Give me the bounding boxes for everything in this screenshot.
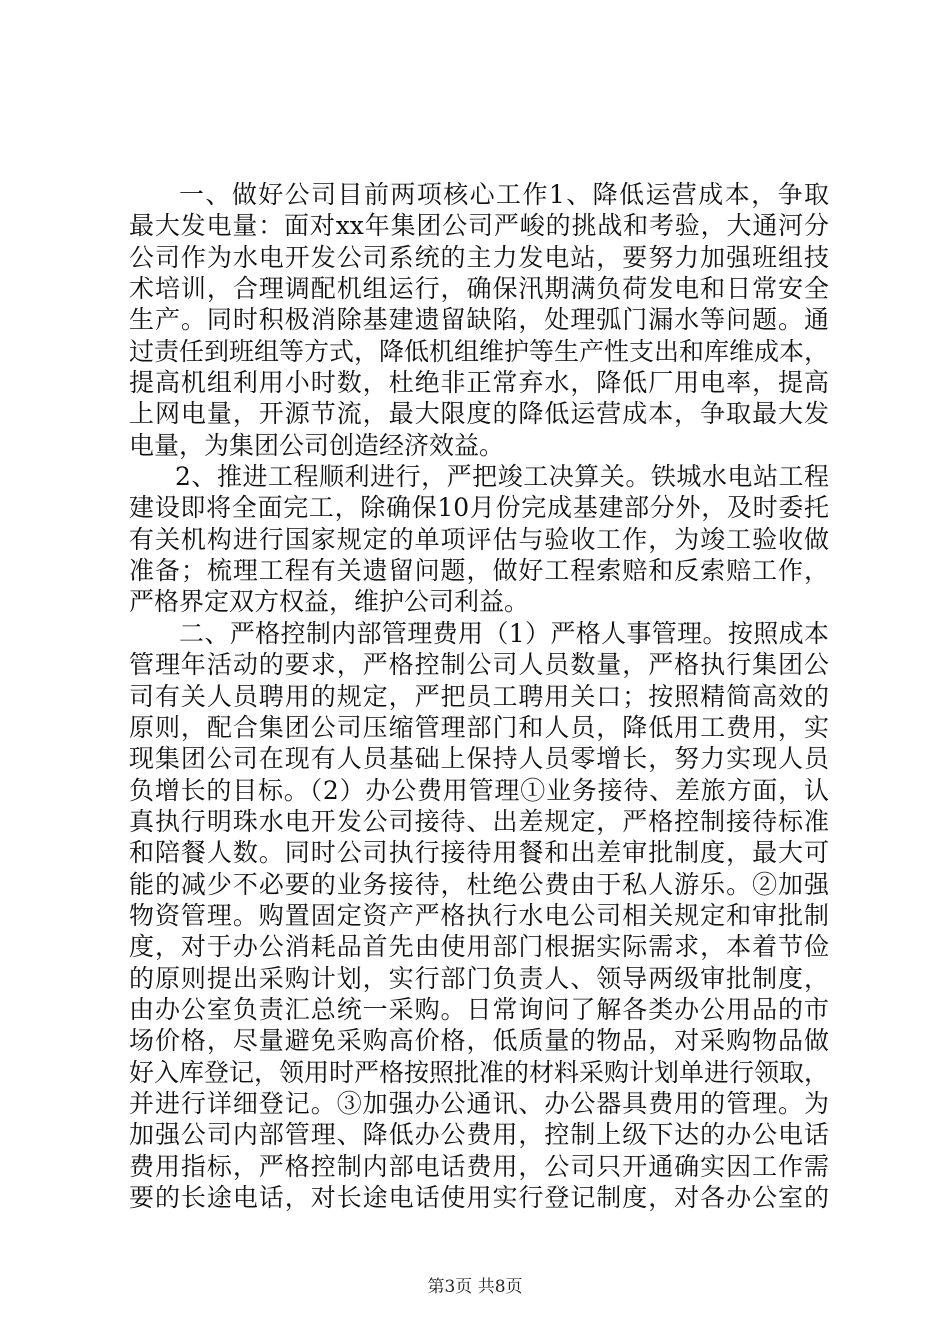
paragraph-line: 准备；梳理工程有关遗留问题，做好工程索赔和反索赔工作， xyxy=(129,556,829,586)
paragraph-line: 2、推进工程顺利进行，严把竣工决算关。铁城水电站工程 xyxy=(175,462,829,492)
paragraph-line: 司有关人员聘用的规定，严把员工聘用关口；按照精简高效的 xyxy=(129,681,829,711)
paragraph-line: 最大发电量：面对xx年集团公司严峻的挑战和考验，大通河分 xyxy=(129,211,829,241)
paragraph-line: 和陪餐人数。同时公司执行接待用餐和出差审批制度，最大可 xyxy=(129,838,829,868)
paragraph-line: 费用指标，严格控制内部电话费用，公司只开通确实因工作需 xyxy=(129,1151,829,1181)
paragraph-line: 现集团公司在现有人员基础上保持人员零增长，努力实现人员 xyxy=(129,744,829,774)
paragraph-line: 提高机组利用小时数，杜绝非正常弃水，降低厂用电率，提高 xyxy=(129,368,829,398)
paragraph-line: 建设即将全面完工，除确保10月份完成基建部分外，及时委托 xyxy=(129,493,829,523)
document-body xyxy=(129,179,829,1213)
paragraph-line: 过责任到班组等方式，降低机组维护等生产性支出和库维成本， xyxy=(129,336,829,366)
paragraph-line: 管理年活动的要求，严格控制公司人员数量，严格执行集团公 xyxy=(129,650,829,680)
paragraph-line: 生产。同时积极消除基建遗留缺陷，处理弧门漏水等问题。通 xyxy=(129,305,829,335)
paragraph-line: 并进行详细登记。③加强办公通讯、办公器具费用的管理。为 xyxy=(129,1088,829,1118)
paragraph-line: 好入库登记，领用时严格按照批准的材料采购计划单进行领取， xyxy=(129,1057,829,1087)
paragraph-line: 由办公室负责汇总统一采购。日常询问了解各类办公用品的市 xyxy=(129,994,829,1024)
paragraph-line: 负增长的目标。（2）办公费用管理①业务接待、差旅方面，认 xyxy=(129,775,829,805)
paragraph-line: 一、做好公司目前两项核心工作1、降低运营成本，争取 xyxy=(179,180,829,209)
paragraph-line: 场价格，尽量避免采购高价格，低质量的物品，对采购物品做 xyxy=(129,1026,829,1056)
paragraph-line: 物资管理。购置固定资产严格执行水电公司相关规定和审批制 xyxy=(129,900,829,930)
paragraph-line: 原则，配合集团公司压缩管理部门和人员，降低用工费用，实 xyxy=(129,712,829,742)
paragraph-line: 术培训，合理调配机组运行，确保汛期满负荷发电和日常安全 xyxy=(129,274,829,304)
paragraph-line: 的原则提出采购计划，实行部门负责人、领导两级审批制度， xyxy=(129,963,829,993)
paragraph-line: 加强公司内部管理、降低办公费用，控制上级下达的办公电话 xyxy=(129,1120,829,1150)
paragraph-line: 严格界定双方权益，维护公司利益。 xyxy=(129,587,530,617)
paragraph-line: 二、严格控制内部管理费用（1）严格人事管理。按照成本 xyxy=(179,618,829,648)
paragraph-line: 真执行明珠水电开发公司接待、出差规定，严格控制接待标准 xyxy=(129,806,829,836)
paragraph-line: 要的长途电话，对长途电话使用实行登记制度，对各办公室的 xyxy=(129,1183,829,1212)
paragraph-line: 度，对于办公消耗品首先由使用部门根据实际需求，本着节俭 xyxy=(129,932,829,962)
page-number: 第3页 共8页 xyxy=(427,1277,523,1297)
paragraph-line: 电量，为集团公司创造经济效益。 xyxy=(129,430,505,460)
paragraph-line: 能的减少不必要的业务接待，杜绝公费由于私人游乐。②加强 xyxy=(129,869,829,899)
paragraph-line: 有关机构进行国家规定的单项评估与验收工作，为竣工验收做 xyxy=(129,524,829,554)
paragraph-line: 上网电量，开源节流，最大限度的降低运营成本，争取最大发 xyxy=(129,399,829,429)
paragraph-line: 公司作为水电开发公司系统的主力发电站，要努力加强班组技 xyxy=(129,242,829,272)
